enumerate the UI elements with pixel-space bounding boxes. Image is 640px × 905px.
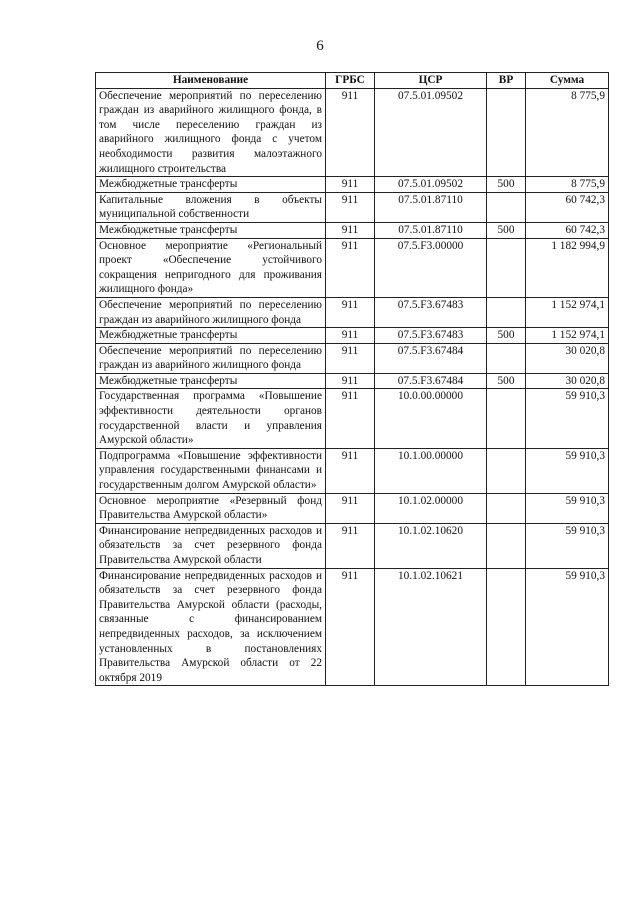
row-csr: 10.0.00.00000: [375, 389, 487, 448]
row-vr: [487, 343, 526, 373]
row-vr: 500: [487, 177, 526, 193]
row-sum: 30 020,8: [526, 343, 609, 373]
row-grbs: 911: [326, 568, 375, 686]
row-csr: 07.5.F3.67483: [375, 297, 487, 327]
row-sum: 1 152 974,1: [526, 328, 609, 344]
row-csr: 07.5.F3.67484: [375, 373, 487, 389]
row-sum: 30 020,8: [526, 373, 609, 389]
table-row: [96, 88, 609, 177]
table-body: [96, 88, 609, 686]
header-csr: ЦСР: [375, 73, 487, 89]
page-number: 6: [316, 38, 324, 54]
table-row: [96, 238, 609, 297]
row-sum: 59 910,3: [526, 523, 609, 568]
row-csr: 07.5.F3.67484: [375, 343, 487, 373]
row-csr: 07.5.01.87110: [375, 192, 487, 222]
row-sum: 60 742,3: [526, 222, 609, 238]
row-name: Обеспечение мероприятий по переселению граждан из аварийного жилищного фонда: [96, 297, 326, 327]
header-name: Наименование: [96, 73, 326, 89]
row-grbs: 911: [326, 373, 375, 389]
row-name: Межбюджетные трансферты: [96, 222, 326, 238]
table-row: [96, 297, 609, 327]
table-row: [96, 448, 609, 493]
row-vr: [487, 493, 526, 523]
row-csr: 07.5.F3.00000: [375, 238, 487, 297]
table-row: [96, 177, 609, 193]
table-row: [96, 373, 609, 389]
header-grbs: ГРБС: [326, 73, 375, 89]
row-csr: 10.1.02.10621: [375, 568, 487, 686]
row-grbs: 911: [326, 343, 375, 373]
table-row: [96, 343, 609, 373]
row-vr: [487, 568, 526, 686]
row-name: Межбюджетные трансферты: [96, 373, 326, 389]
row-sum: 59 910,3: [526, 448, 609, 493]
row-grbs: 911: [326, 448, 375, 493]
table-row: [96, 493, 609, 523]
row-grbs: 911: [326, 177, 375, 193]
row-name: Подпрограмма «Повышение эффективности управления государственными финансами и государственным долгом Амурской области»: [96, 448, 326, 493]
row-csr: 10.1.00.00000: [375, 448, 487, 493]
table-row: [96, 389, 609, 448]
row-vr: [487, 238, 526, 297]
table-row: [96, 192, 609, 222]
row-vr: [487, 192, 526, 222]
table-row: [96, 523, 609, 568]
budget-table: [95, 72, 609, 686]
row-grbs: 911: [326, 238, 375, 297]
table-header-row: [96, 73, 609, 89]
row-name: Межбюджетные трансферты: [96, 328, 326, 344]
row-name: Обеспечение мероприятий по переселению граждан из аварийного жилищного фонда: [96, 343, 326, 373]
row-grbs: 911: [326, 192, 375, 222]
row-csr: 07.5.01.09502: [375, 177, 487, 193]
row-grbs: 911: [326, 88, 375, 177]
row-sum: 59 910,3: [526, 568, 609, 686]
row-grbs: 911: [326, 328, 375, 344]
row-csr: 10.1.02.00000: [375, 493, 487, 523]
row-grbs: 911: [326, 523, 375, 568]
table-row: [96, 328, 609, 344]
row-vr: [487, 389, 526, 448]
table-row: [96, 568, 609, 686]
row-sum: 59 910,3: [526, 389, 609, 448]
row-vr: [487, 88, 526, 177]
row-sum: 8 775,9: [526, 88, 609, 177]
row-vr: [487, 448, 526, 493]
row-vr: [487, 297, 526, 327]
row-name: Капитальные вложения в объекты муниципальной собственности: [96, 192, 326, 222]
row-sum: 8 775,9: [526, 177, 609, 193]
row-name: Обеспечение мероприятий по переселению граждан из аварийного жилищного фонда, в том числе переселению граждан из аварийного жилищного фонда с учетом необходимости развития малоэтажного жилищного строительства: [96, 88, 326, 177]
row-name: Финансирование непредвиденных расходов и обязательств за счет резервного фонда Правительства Амурской области (расходы, связанные с финансированием непредвиденных расходов, за исключением установленных в постановлениях Правительства Амурской области от 22 октября 2019: [96, 568, 326, 686]
row-sum: 1 152 974,1: [526, 297, 609, 327]
table-row: [96, 222, 609, 238]
row-sum: 59 910,3: [526, 493, 609, 523]
row-csr: 07.5.F3.67483: [375, 328, 487, 344]
header-vr: ВР: [487, 73, 526, 89]
header-sum: Сумма: [526, 73, 609, 89]
row-vr: 500: [487, 222, 526, 238]
row-vr: 500: [487, 328, 526, 344]
row-csr: 07.5.01.09502: [375, 88, 487, 177]
row-sum: 1 182 994,9: [526, 238, 609, 297]
row-name: Межбюджетные трансферты: [96, 177, 326, 193]
row-sum: 60 742,3: [526, 192, 609, 222]
row-name: Государственная программа «Повышение эффективности деятельности органов государственной власти и управления Амурской области»: [96, 389, 326, 448]
row-grbs: 911: [326, 389, 375, 448]
row-csr: 10.1.02.10620: [375, 523, 487, 568]
row-name: Основное мероприятие «Резервный фонд Правительства Амурской области»: [96, 493, 326, 523]
row-name: Основное мероприятие «Региональный проект «Обеспечение устойчивого сокращения непригодного для проживания жилищного фонда»: [96, 238, 326, 297]
row-csr: 07.5.01.87110: [375, 222, 487, 238]
row-grbs: 911: [326, 493, 375, 523]
row-vr: [487, 523, 526, 568]
row-grbs: 911: [326, 297, 375, 327]
row-grbs: 911: [326, 222, 375, 238]
row-vr: 500: [487, 373, 526, 389]
row-name: Финансирование непредвиденных расходов и обязательств за счет резервного фонда Правительства Амурской области: [96, 523, 326, 568]
